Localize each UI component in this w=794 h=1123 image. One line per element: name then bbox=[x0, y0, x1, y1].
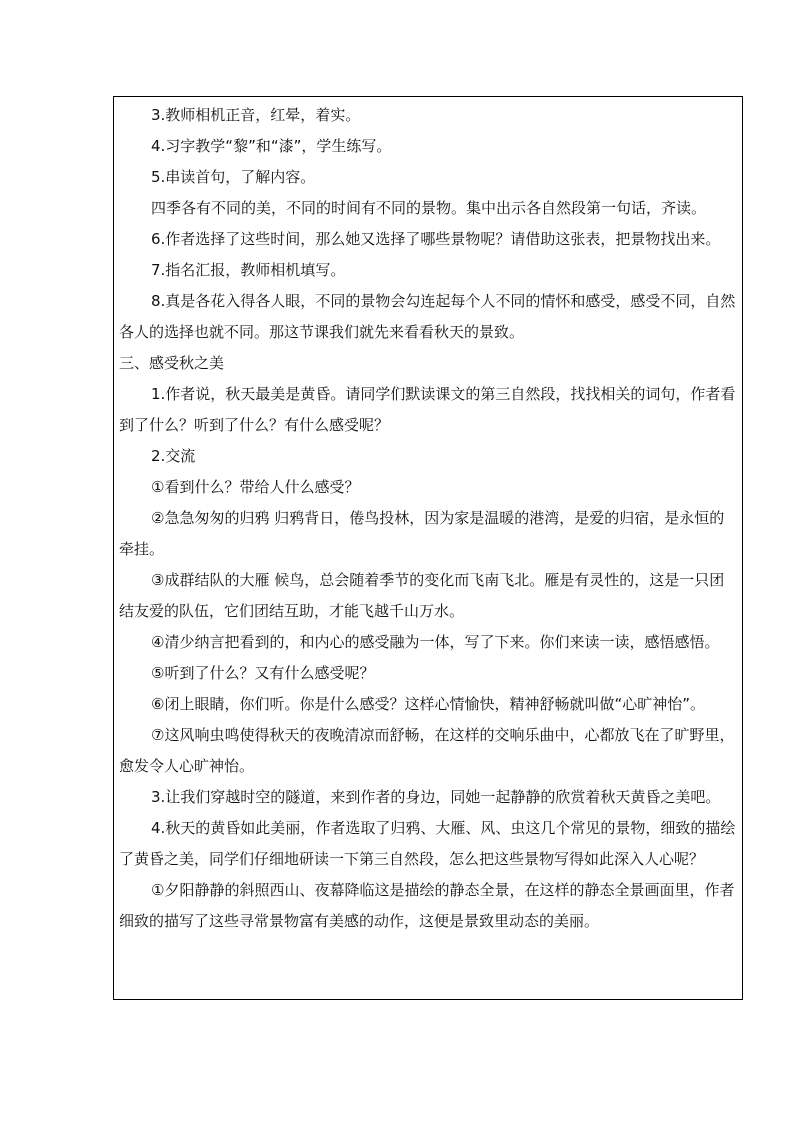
paragraph-12: ②急急匆匆的归鸦 归鸦背日，倦鸟投林，因为家是温暖的港湾，是爱的归宿，是永恒的牵挂。 bbox=[119, 509, 725, 558]
paragraph-6: 7.指名汇报，教师相机填写。 bbox=[151, 261, 346, 279]
paragraph-1: 3.教师相机正音，红晕，着实。 bbox=[151, 106, 361, 124]
paragraph-4: 四季各有不同的美，不同的时间有不同的景物。集中出示各自然段第一句话，齐读。 bbox=[151, 199, 707, 217]
paragraph-3: 5.串读首句，了解内容。 bbox=[151, 168, 316, 186]
lesson-table-cell bbox=[113, 96, 743, 1000]
paragraph-5: 6.作者选择了这些时间，那么她又选择了哪些景物呢？请借助这张表，把景物找出来。 bbox=[151, 230, 721, 248]
paragraph-15: ⑤听到了什么？又有什么感受呢？ bbox=[151, 664, 375, 682]
paragraph-16: ⑥闭上眼睛，你们听。你是什么感受？这样心情愉快，精神舒畅就叫做“心旷神怡”。 bbox=[151, 695, 705, 713]
paragraph-11: ①看到什么？带给人什么感受？ bbox=[151, 478, 360, 496]
paragraph-17: ⑦这风响虫鸣使得秋天的夜晚清凉而舒畅，在这样的交响乐曲中，心都放飞在了旷野里，愈发令人心旷神怡。 bbox=[119, 726, 735, 775]
paragraph-20: ①夕阳静静的斜照西山、夜幕降临这是描绘的静态全景，在这样的静态全景画面里，作者细致的描写了这些寻常景物富有美感的动作，这便是景致里动态的美丽。 bbox=[119, 881, 735, 930]
section-heading: 三、感受秋之美 bbox=[119, 354, 225, 372]
paragraph-19: 4.秋天的黄昏如此美丽，作者选取了归鸦、大雁、风、虫这几个常见的景物，细致的描绘了黄昏之美，同学们仔细地研读一下第三自然段，怎么把这些景物写得如此深入人心呢？ bbox=[119, 819, 736, 868]
paragraph-7: 8.真是各花入得各人眼，不同的景物会勾连起每个人不同的情怀和感受，感受不同，自然各人的选择也就不同。那这节课我们就先来看看秋天的景致。 bbox=[119, 292, 736, 341]
paragraph-18: 3.让我们穿越时空的隧道，来到作者的身边，同她一起静静的欣赏着秋天黄昏之美吧。 bbox=[151, 788, 721, 806]
paragraph-14: ④清少纳言把看到的，和内心的感受融为一体，写了下来。你们来读一读，感悟感悟。 bbox=[151, 633, 720, 651]
paragraph-2: 4.习字教学“黎”和“漆”，学生练写。 bbox=[151, 137, 392, 155]
paragraph-9: 1.作者说，秋天最美是黄昏。请同学们默读课文的第三自然段，找找相关的词句，作者看到了什么？听到了什么？有什么感受呢？ bbox=[119, 385, 736, 434]
paragraph-13: ③成群结队的大雁 候鸟，总会随着季节的变化而飞南飞北。雁是有灵性的，这是一只团结友爱的队伍，它们团结互助，才能飞越千山万水。 bbox=[119, 571, 725, 620]
paragraph-10: 2.交流 bbox=[151, 447, 196, 465]
